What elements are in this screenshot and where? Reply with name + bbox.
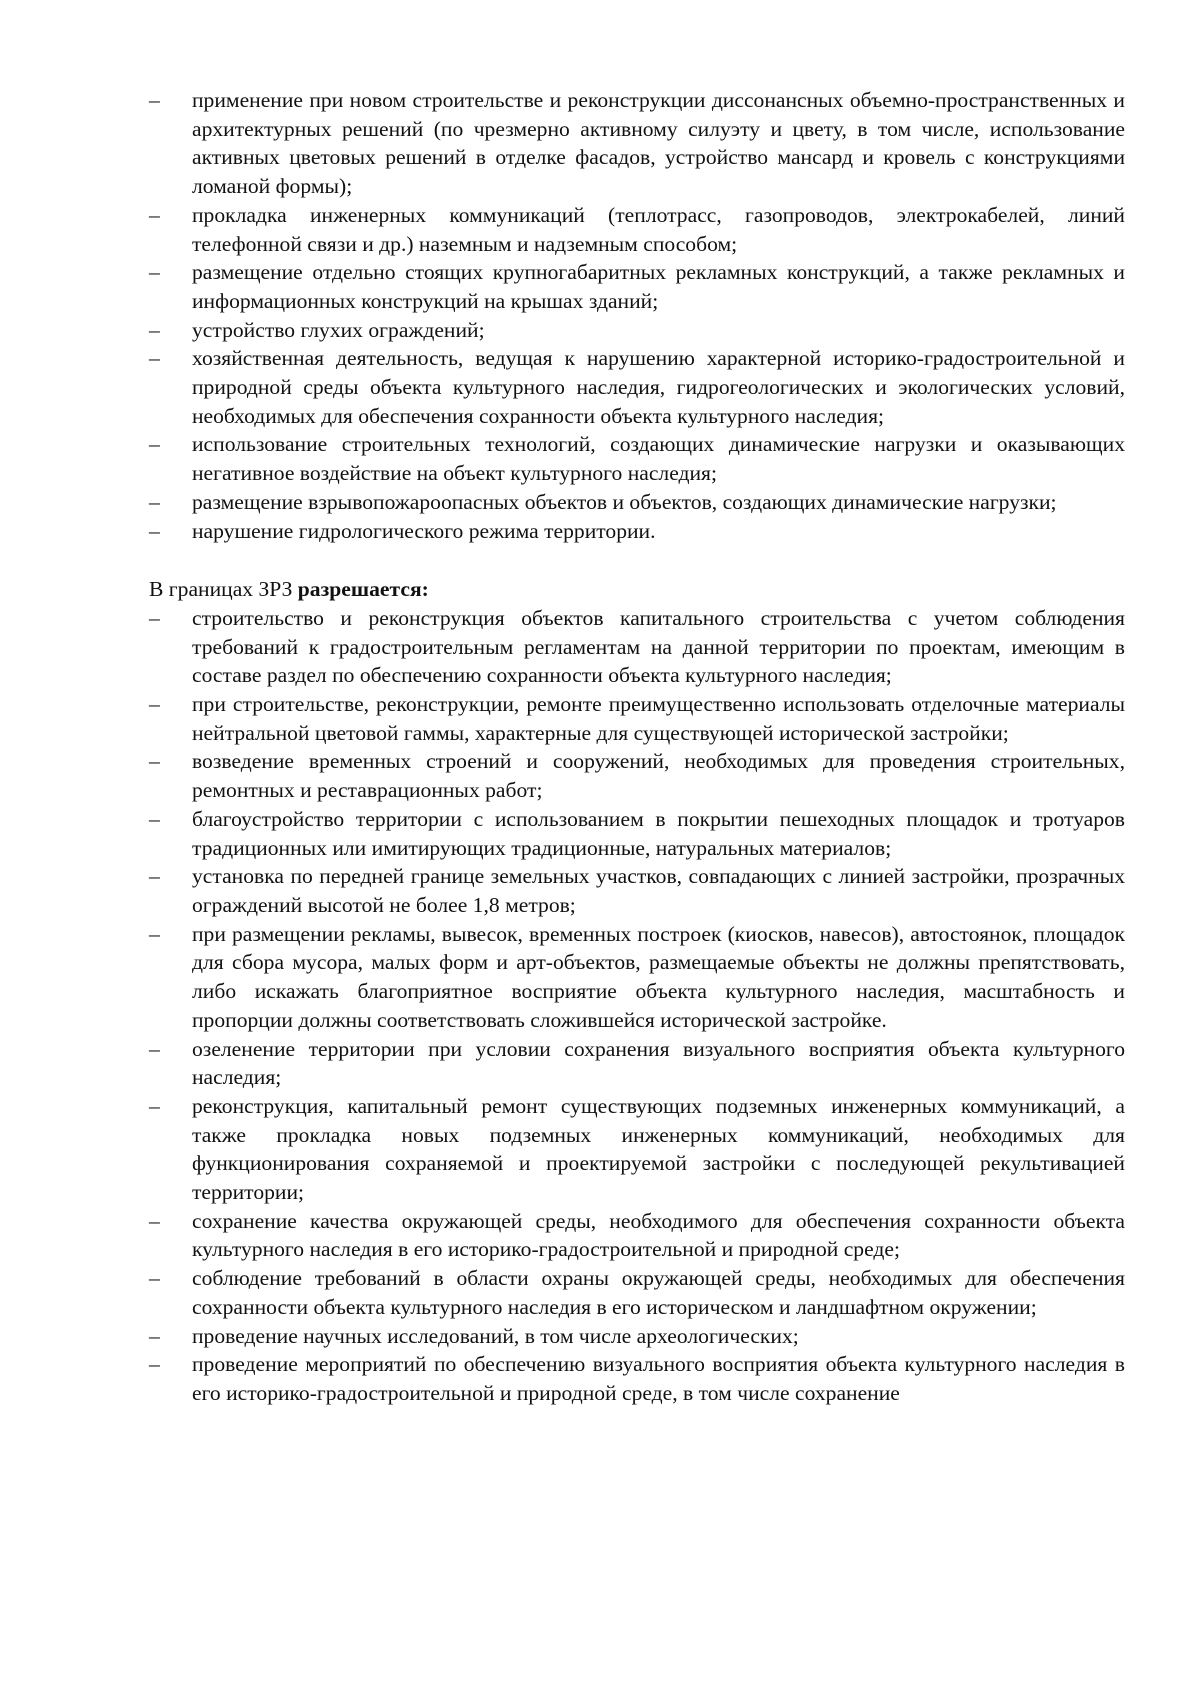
list-item-text: использование строительных технологий, создающих динамические нагрузки и оказывающих негативное воздействие на объект культурного наследия; bbox=[192, 432, 1125, 486]
list-item bbox=[149, 201, 1125, 258]
list-item-text: при строительстве, реконструкции, ремонте преимущественно использовать отделочные материалы нейтральной цветовой гаммы, характерные для существующей исторической застройки; bbox=[192, 692, 1125, 745]
list-item-text: строительство и реконструкция объектов капитального строительства с учетом соблюдения требований к градостроительным регламентам на данной территории по проектам, имеющим в составе раздел по обеспечению сохранности объекта культурного наследия; bbox=[192, 605, 1125, 688]
list-item-text: размещение отдельно стоящих крупногабаритных рекламных конструкций, а также рекламных и информационных конструкций на крышах зданий; bbox=[192, 260, 1125, 313]
list-item bbox=[149, 862, 1125, 919]
list-item bbox=[149, 1035, 1125, 1092]
list-dash: – bbox=[149, 489, 160, 514]
list-item bbox=[149, 805, 1125, 862]
list-item-text: установка по передней границе земельных участков, совпадающих с линией застройки, прозрачных ограждений высотой не более 1,8 метров; bbox=[192, 864, 1125, 917]
list-item bbox=[149, 1350, 1125, 1407]
list-item-text: озеленение территории при условии сохранения визуального восприятия объекта культурного наследия; bbox=[192, 1036, 1125, 1090]
list-item-text: размещение взрывопожароопасных объектов и объектов, создающих динамические нагрузки; bbox=[192, 489, 1057, 514]
allowed-list bbox=[149, 604, 1125, 1408]
list-dash: – bbox=[149, 346, 160, 371]
list-dash: – bbox=[149, 1208, 160, 1233]
list-item-text: применение при новом строительстве и реконструкции диссонансных объемно-пространственных и архитектурных решений (по чрезмерно активному силуэту и цвету, в том числе, использование активных цветовых решений в отделке фасадов, устройство мансард и кровель с конструкциями ломаной формы); bbox=[192, 88, 1125, 199]
list-item bbox=[149, 747, 1125, 804]
list-item-text: соблюдение требований в области охраны окружающей среды, необходимых для обеспечения сохранности объекта культурного наследия в его историческом и ландшафтном окружении; bbox=[192, 1266, 1125, 1319]
list-dash: – bbox=[149, 1093, 160, 1118]
list-item-text: проведение научных исследований, в том числе археологических; bbox=[192, 1323, 799, 1348]
list-item bbox=[149, 344, 1125, 430]
list-item-text: сохранение качества окружающей среды, необходимого для обеспечения сохранности объекта культурного наследия в его историко-градостроительной и природной среде; bbox=[192, 1208, 1125, 1262]
list-dash: – bbox=[149, 605, 160, 630]
list-dash: – bbox=[149, 749, 160, 774]
list-item bbox=[149, 690, 1125, 747]
list-item-text: возведение временных строений и сооружений, необходимых для проведения строительных, ремонтных и реставрационных работ; bbox=[192, 749, 1125, 803]
list-item bbox=[149, 86, 1125, 201]
list-item bbox=[149, 604, 1125, 690]
document-page bbox=[149, 86, 1125, 1408]
allowed-heading bbox=[149, 575, 1125, 604]
list-item-text: прокладка инженерных коммуникаций (теплотрасс, газопроводов, электрокабелей, линий телефонной связи и др.) наземным и надземным способом; bbox=[192, 202, 1125, 256]
list-dash: – bbox=[149, 202, 160, 227]
list-dash: – bbox=[149, 692, 160, 717]
list-item-text: реконструкция, капитальный ремонт существующих подземных инженерных коммуникаций, а также прокладка новых подземных инженерных коммуникаций, необходимых для функционирования сохраняемой и проектируемой застройки с последующей рекультивацией территории; bbox=[192, 1093, 1125, 1205]
list-item bbox=[149, 1092, 1125, 1207]
list-dash: – bbox=[149, 806, 160, 831]
list-dash: – bbox=[149, 1323, 160, 1348]
list-dash: – bbox=[149, 317, 160, 342]
allowed-heading-bold: разрешается: bbox=[297, 577, 429, 602]
list-dash: – bbox=[149, 1036, 160, 1061]
list-dash: – bbox=[149, 1352, 160, 1377]
list-item bbox=[149, 517, 1125, 546]
list-item bbox=[149, 1322, 1125, 1351]
list-dash: – bbox=[149, 88, 160, 112]
list-dash: – bbox=[149, 864, 160, 889]
list-item-text: нарушение гидрологического режима территории. bbox=[192, 518, 656, 543]
list-item-text: хозяйственная деятельность, ведущая к нарушению характерной историко-градостроительной и природной среды объекта культурного наследия, гидрогеологических и экологических условий, необходимых для обеспечения сохранности объекта культурного наследия; bbox=[192, 346, 1125, 428]
allowed-heading-prefix: В границах ЗРЗ bbox=[149, 577, 298, 602]
list-item-text: проведение мероприятий по обеспечению визуального восприятия объекта культурного наследия в его историко-градостроительной и природной среде, в том числе сохранение bbox=[192, 1352, 1125, 1405]
list-dash: – bbox=[149, 260, 160, 285]
list-item bbox=[149, 258, 1125, 315]
list-item-text: при размещении рекламы, вывесок, временных построек (киосков, навесов), автостоянок, площадок для сбора мусора, малых форм и арт-объектов, размещаемые объекты не должны препятствовать, либо искажать благоприятное восприятие объекта культурного наследия, масштабность и пропорции должны соответствовать сложившейся исторической застройке. bbox=[192, 921, 1125, 1032]
list-item bbox=[149, 1264, 1125, 1321]
list-dash: – bbox=[149, 921, 160, 946]
list-item bbox=[149, 430, 1125, 487]
list-item bbox=[149, 1207, 1125, 1264]
list-item bbox=[149, 488, 1125, 517]
list-item bbox=[149, 316, 1125, 345]
list-item bbox=[149, 920, 1125, 1035]
list-item-text: устройство глухих ограждений; bbox=[192, 317, 485, 342]
list-item-text: благоустройство территории с использованием в покрытии пешеходных площадок и тротуаров традиционных или имитирующих традиционные, натуральных материалов; bbox=[192, 806, 1125, 860]
list-dash: – bbox=[149, 432, 160, 457]
list-dash: – bbox=[149, 518, 160, 543]
list-dash: – bbox=[149, 1266, 160, 1291]
prohibited-list bbox=[149, 86, 1125, 545]
